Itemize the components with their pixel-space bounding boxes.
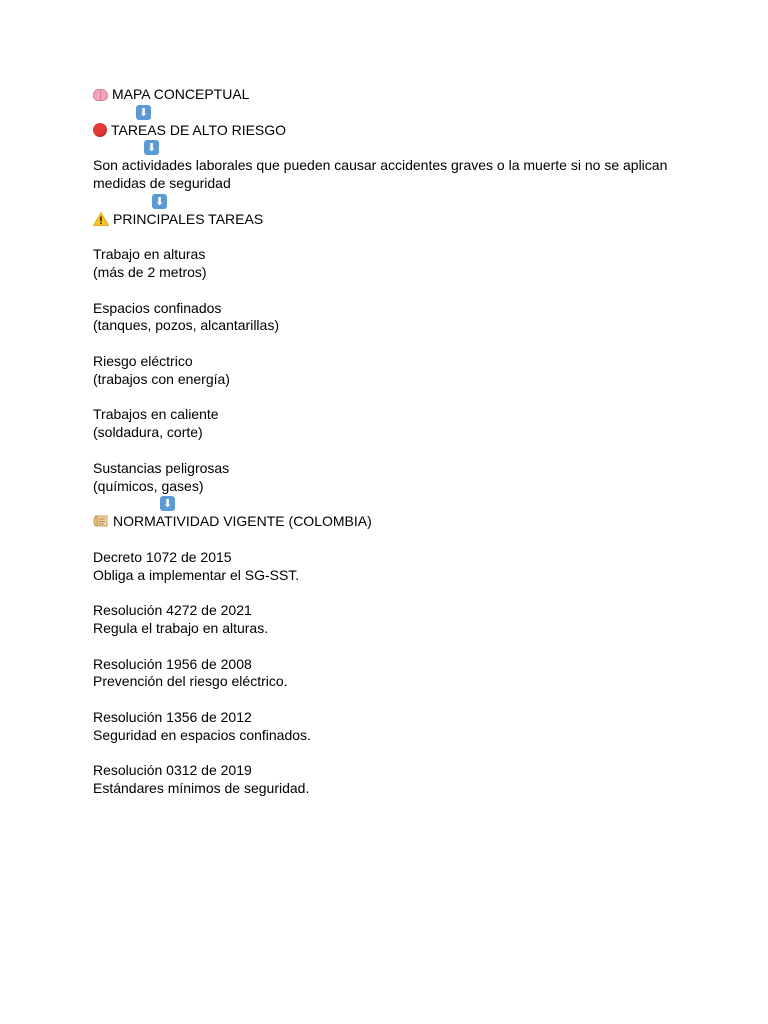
task-detail: (más de 2 metros)	[93, 263, 207, 280]
risk-definition: Son actividades laborales que pueden causar accidentes graves o la muerte si no se aplican medidas de seguridad	[93, 157, 668, 191]
task-name: Trabajos en caliente	[93, 406, 219, 423]
red-circle-icon	[93, 123, 107, 137]
tasks-heading-line	[93, 211, 693, 229]
norm-name: Resolución 1956 de 2008	[93, 655, 252, 672]
norms-heading: NORMATIVIDAD VIGENTE (COLOMBIA)	[113, 513, 372, 530]
norm-detail: Estándares mínimos de seguridad.	[93, 780, 310, 797]
norm-name: Resolución 1356 de 2012	[93, 708, 252, 725]
task-name: Sustancias peligrosas	[93, 459, 230, 476]
risk-heading-line	[93, 122, 693, 140]
warning-icon	[93, 212, 109, 226]
flow-arrow	[93, 495, 693, 513]
norm-detail: Prevención del riesgo eléctrico.	[93, 673, 288, 690]
page-title: MAPA CONCEPTUAL	[112, 86, 250, 102]
title-line	[93, 86, 693, 104]
down-arrow-icon: ⬇	[136, 105, 151, 120]
down-arrow-icon: ⬇	[160, 496, 175, 511]
risk-heading: TAREAS DE ALTO RIESGO	[111, 121, 287, 138]
task-name: Riesgo eléctrico	[93, 352, 193, 369]
norm-name: Resolución 0312 de 2019	[93, 762, 252, 779]
down-arrow-icon: ⬇	[144, 140, 159, 155]
brain-icon	[93, 89, 108, 101]
tasks-heading: PRINCIPALES TAREAS	[113, 210, 264, 227]
norm-name: Decreto 1072 de 2015	[93, 548, 232, 565]
flow-arrow	[93, 193, 693, 211]
norms-heading-line	[93, 513, 693, 531]
flow-arrow	[93, 104, 693, 122]
task-name: Trabajo en alturas	[93, 246, 206, 263]
norm-detail: Obliga a implementar el SG-SST.	[93, 566, 300, 583]
task-name: Espacios confinados	[93, 299, 222, 316]
norm-detail: Seguridad en espacios confinados.	[93, 726, 311, 743]
task-detail: (soldadura, corte)	[93, 424, 203, 441]
flow-arrow	[93, 139, 693, 157]
task-detail: (tanques, pozos, alcantarillas)	[93, 317, 279, 334]
norm-name: Resolución 4272 de 2021	[93, 602, 252, 619]
task-detail: (trabajos con energía)	[93, 370, 230, 387]
down-arrow-icon: ⬇	[152, 194, 167, 209]
scroll-icon	[93, 514, 109, 528]
norm-detail: Regula el trabajo en alturas.	[93, 619, 269, 636]
task-detail: (químicos, gases)	[93, 477, 204, 494]
concept-map-document	[93, 86, 693, 798]
